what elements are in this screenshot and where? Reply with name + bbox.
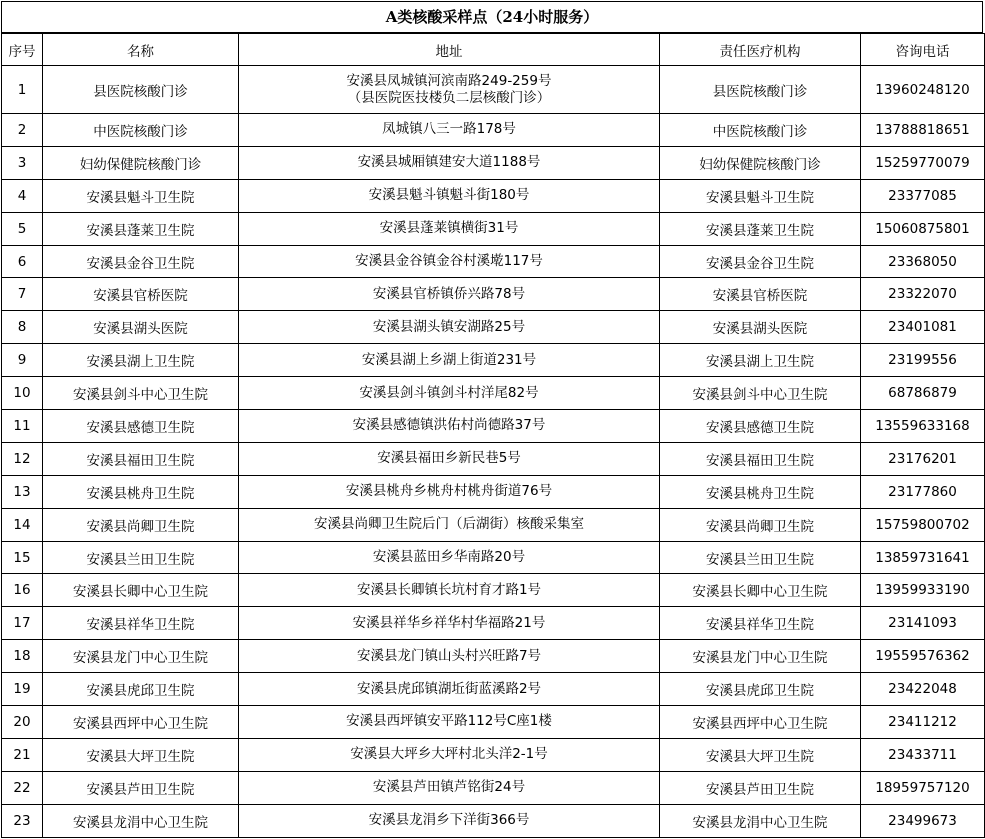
cell-org[interactable]: 安溪县兰田卫生院 — [660, 541, 861, 574]
cell-org[interactable]: 安溪县福田卫生院 — [660, 442, 861, 475]
address-line: 安溪县魁斗镇魁斗街180号 — [368, 187, 530, 204]
cell-phone[interactable]: 18959757120 — [861, 771, 985, 804]
cell-address[interactable] — [239, 179, 660, 212]
cell-no[interactable]: 15 — [2, 541, 43, 574]
cell-org[interactable]: 安溪县尚卿卫生院 — [660, 508, 861, 541]
address-line: 安溪县湖头镇安湖路25号 — [372, 318, 526, 335]
cell-phone[interactable]: 13788818651 — [861, 114, 985, 147]
address-line: 安溪县龙门镇山头村兴旺路7号 — [356, 647, 542, 664]
address-line: （县医院医技楼负二层核酸门诊） — [347, 89, 551, 106]
cell-org[interactable]: 安溪县感德卫生院 — [660, 410, 861, 443]
cell-no[interactable]: 7 — [2, 278, 43, 311]
cell-name[interactable]: 安溪县剑斗中心卫生院 — [43, 377, 239, 410]
cell-org[interactable]: 妇幼保健院核酸门诊 — [660, 146, 861, 179]
table-row — [2, 673, 985, 706]
sampling-sites-table — [1, 33, 985, 838]
address-line: 安溪县官桥镇侨兴路78号 — [372, 285, 526, 302]
table-row — [2, 114, 985, 147]
cell-address[interactable] — [239, 114, 660, 147]
address-line: 安溪县桃舟乡桃舟村桃舟街道76号 — [345, 483, 553, 500]
cell-name[interactable]: 安溪县芦田卫生院 — [43, 771, 239, 804]
cell-address[interactable] — [239, 738, 660, 771]
cell-address[interactable] — [239, 771, 660, 804]
cell-phone[interactable]: 13859731641 — [861, 541, 985, 574]
cell-org[interactable]: 安溪县大坪卫生院 — [660, 738, 861, 771]
cell-address[interactable] — [239, 66, 660, 114]
cell-org[interactable]: 安溪县芦田卫生院 — [660, 771, 861, 804]
cell-org[interactable]: 安溪县蓬莱卫生院 — [660, 212, 861, 245]
address-line: 安溪县西坪镇安平路112号C座1楼 — [346, 713, 552, 730]
cell-phone[interactable]: 19559576362 — [861, 640, 985, 673]
cell-name[interactable]: 安溪县尚卿卫生院 — [43, 508, 239, 541]
cell-org[interactable]: 县医院核酸门诊 — [660, 66, 861, 114]
cell-name[interactable]: 安溪县湖上卫生院 — [43, 344, 239, 377]
cell-no[interactable]: 23 — [2, 804, 43, 837]
cell-org[interactable]: 安溪县湖上卫生院 — [660, 344, 861, 377]
cell-no[interactable]: 22 — [2, 771, 43, 804]
cell-address[interactable] — [239, 344, 660, 377]
cell-name[interactable]: 安溪县桃舟卫生院 — [43, 475, 239, 508]
address-line: 安溪县大坪乡大坪村北头洋2-1号 — [350, 746, 548, 763]
cell-no[interactable]: 20 — [2, 706, 43, 739]
cell-no[interactable]: 2 — [2, 114, 43, 147]
cell-address[interactable] — [239, 574, 660, 607]
cell-no[interactable]: 4 — [2, 179, 43, 212]
cell-phone[interactable]: 23322070 — [861, 278, 985, 311]
cell-org[interactable]: 安溪县湖头医院 — [660, 311, 861, 344]
cell-org[interactable]: 安溪县祥华卫生院 — [660, 607, 861, 640]
table-row — [2, 640, 985, 673]
cell-no[interactable]: 12 — [2, 442, 43, 475]
table-row — [2, 410, 985, 443]
cell-name[interactable]: 安溪县金谷卫生院 — [43, 245, 239, 278]
table-row — [2, 574, 985, 607]
address-line: 安溪县祥华乡祥华村华福路21号 — [352, 614, 546, 631]
cell-address[interactable] — [239, 508, 660, 541]
cell-no[interactable]: 5 — [2, 212, 43, 245]
address-line: 安溪县蓝田乡华南路20号 — [372, 549, 526, 566]
address-line: 安溪县尚卿卫生院后门（后湖街）核酸采集室 — [314, 516, 584, 533]
cell-address[interactable] — [239, 278, 660, 311]
cell-phone[interactable]: 23141093 — [861, 607, 985, 640]
cell-phone[interactable]: 15259770079 — [861, 146, 985, 179]
address-line: 安溪县芦田镇芦铭街24号 — [372, 779, 526, 796]
table-row — [2, 146, 985, 179]
cell-address[interactable] — [239, 212, 660, 245]
table-row — [2, 738, 985, 771]
cell-name[interactable]: 安溪县福田卫生院 — [43, 442, 239, 475]
cell-phone[interactable]: 13559633168 — [861, 410, 985, 443]
address-line: 安溪县福田乡新民巷5号 — [377, 450, 521, 467]
table-row — [2, 311, 985, 344]
cell-no[interactable]: 8 — [2, 311, 43, 344]
cell-no[interactable]: 6 — [2, 245, 43, 278]
cell-no[interactable]: 3 — [2, 146, 43, 179]
cell-address[interactable] — [239, 442, 660, 475]
cell-address[interactable] — [239, 541, 660, 574]
cell-phone[interactable]: 15759800702 — [861, 508, 985, 541]
table-row — [2, 442, 985, 475]
cell-name[interactable]: 妇幼保健院核酸门诊 — [43, 146, 239, 179]
table-row — [2, 771, 985, 804]
table-row — [2, 179, 985, 212]
cell-org[interactable]: 安溪县龙涓中心卫生院 — [660, 804, 861, 837]
cell-no[interactable]: 17 — [2, 607, 43, 640]
cell-name[interactable]: 安溪县感德卫生院 — [43, 410, 239, 443]
cell-phone[interactable]: 23433711 — [861, 738, 985, 771]
table-title: A类核酸采样点（24小时服务） — [1, 1, 983, 33]
cell-address[interactable] — [239, 410, 660, 443]
table-row — [2, 66, 985, 114]
cell-phone[interactable]: 23422048 — [861, 673, 985, 706]
cell-name[interactable]: 安溪县兰田卫生院 — [43, 541, 239, 574]
address-line: 安溪县虎邱镇湖坵街蓝溪路2号 — [356, 680, 542, 697]
address-line: 安溪县蓬莱镇横街31号 — [379, 220, 519, 237]
cell-name[interactable]: 中医院核酸门诊 — [43, 114, 239, 147]
cell-org[interactable]: 安溪县龙门中心卫生院 — [660, 640, 861, 673]
cell-address[interactable] — [239, 377, 660, 410]
header-row — [2, 34, 985, 66]
cell-name[interactable]: 安溪县蓬莱卫生院 — [43, 212, 239, 245]
table-row — [2, 541, 985, 574]
cell-phone[interactable]: 23377085 — [861, 179, 985, 212]
table-row — [2, 804, 985, 837]
cell-no[interactable]: 11 — [2, 410, 43, 443]
cell-phone[interactable]: 23411212 — [861, 706, 985, 739]
cell-org[interactable]: 安溪县金谷卫生院 — [660, 245, 861, 278]
cell-name[interactable]: 安溪县龙涓中心卫生院 — [43, 804, 239, 837]
table-row — [2, 508, 985, 541]
cell-name[interactable]: 安溪县虎邱卫生院 — [43, 673, 239, 706]
cell-org[interactable]: 安溪县剑斗中心卫生院 — [660, 377, 861, 410]
header-no[interactable]: 序号 — [2, 34, 43, 66]
cell-name[interactable]: 县医院核酸门诊 — [43, 66, 239, 114]
cell-no[interactable]: 16 — [2, 574, 43, 607]
cell-phone[interactable]: 23499673 — [861, 804, 985, 837]
cell-address[interactable] — [239, 706, 660, 739]
cell-phone[interactable]: 15060875801 — [861, 212, 985, 245]
cell-name[interactable]: 安溪县魁斗卫生院 — [43, 179, 239, 212]
header-org[interactable]: 责任医疗机构 — [660, 34, 861, 66]
table-row — [2, 607, 985, 640]
cell-no[interactable]: 9 — [2, 344, 43, 377]
cell-no[interactable]: 14 — [2, 508, 43, 541]
header-phone[interactable]: 咨询电话 — [861, 34, 985, 66]
cell-address[interactable] — [239, 245, 660, 278]
address-line: 安溪县感德镇洪佑村尚德路37号 — [352, 417, 546, 434]
address-line: 安溪县城厢镇建安大道1188号 — [357, 154, 541, 171]
cell-org[interactable]: 中医院核酸门诊 — [660, 114, 861, 147]
cell-no[interactable]: 13 — [2, 475, 43, 508]
cell-no[interactable]: 19 — [2, 673, 43, 706]
cell-name[interactable]: 安溪县大坪卫生院 — [43, 738, 239, 771]
cell-no[interactable]: 18 — [2, 640, 43, 673]
address-line: 安溪县湖上乡湖上街道231号 — [361, 351, 537, 368]
header-address[interactable]: 地址 — [239, 34, 660, 66]
cell-name[interactable]: 安溪县祥华卫生院 — [43, 607, 239, 640]
table-row — [2, 344, 985, 377]
table-body — [2, 66, 985, 838]
cell-no[interactable]: 10 — [2, 377, 43, 410]
table-row — [2, 278, 985, 311]
cell-org[interactable]: 安溪县官桥医院 — [660, 278, 861, 311]
cell-org[interactable]: 安溪县桃舟卫生院 — [660, 475, 861, 508]
address-line: 安溪县龙涓乡下洋街366号 — [368, 812, 530, 829]
cell-org[interactable]: 安溪县魁斗卫生院 — [660, 179, 861, 212]
cell-name[interactable]: 安溪县官桥医院 — [43, 278, 239, 311]
cell-name[interactable]: 安溪县龙门中心卫生院 — [43, 640, 239, 673]
table-row — [2, 706, 985, 739]
cell-phone[interactable]: 68786879 — [861, 377, 985, 410]
cell-no[interactable]: 1 — [2, 66, 43, 114]
cell-address[interactable] — [239, 673, 660, 706]
address-line: 安溪县凤城镇河滨南路249-259号 — [346, 72, 552, 89]
address-line: 凤城镇八三一路178号 — [382, 121, 516, 138]
address-line: 安溪县长卿镇长坑村育才路1号 — [356, 581, 542, 598]
cell-address[interactable] — [239, 146, 660, 179]
cell-phone[interactable]: 23176201 — [861, 442, 985, 475]
cell-address[interactable] — [239, 640, 660, 673]
cell-name[interactable]: 安溪县西坪中心卫生院 — [43, 706, 239, 739]
cell-address[interactable] — [239, 804, 660, 837]
cell-phone[interactable]: 23199556 — [861, 344, 985, 377]
cell-phone[interactable]: 23177860 — [861, 475, 985, 508]
cell-phone[interactable]: 23368050 — [861, 245, 985, 278]
cell-name[interactable]: 安溪县湖头医院 — [43, 311, 239, 344]
cell-no[interactable]: 21 — [2, 738, 43, 771]
cell-org[interactable]: 安溪县西坪中心卫生院 — [660, 706, 861, 739]
table-row — [2, 475, 985, 508]
cell-address[interactable] — [239, 607, 660, 640]
cell-phone[interactable]: 13959933190 — [861, 574, 985, 607]
address-line: 安溪县剑斗镇剑斗村洋尾82号 — [359, 384, 539, 401]
table-row — [2, 377, 985, 410]
cell-address[interactable] — [239, 311, 660, 344]
header-name[interactable]: 名称 — [43, 34, 239, 66]
cell-name[interactable]: 安溪县长卿中心卫生院 — [43, 574, 239, 607]
table-row — [2, 212, 985, 245]
cell-address[interactable] — [239, 475, 660, 508]
cell-org[interactable]: 安溪县虎邱卫生院 — [660, 673, 861, 706]
cell-phone[interactable]: 23401081 — [861, 311, 985, 344]
cell-phone[interactable]: 13960248120 — [861, 66, 985, 114]
cell-org[interactable]: 安溪县长卿中心卫生院 — [660, 574, 861, 607]
address-line: 安溪县金谷镇金谷村溪墘117号 — [355, 253, 543, 269]
table-row — [2, 245, 985, 278]
